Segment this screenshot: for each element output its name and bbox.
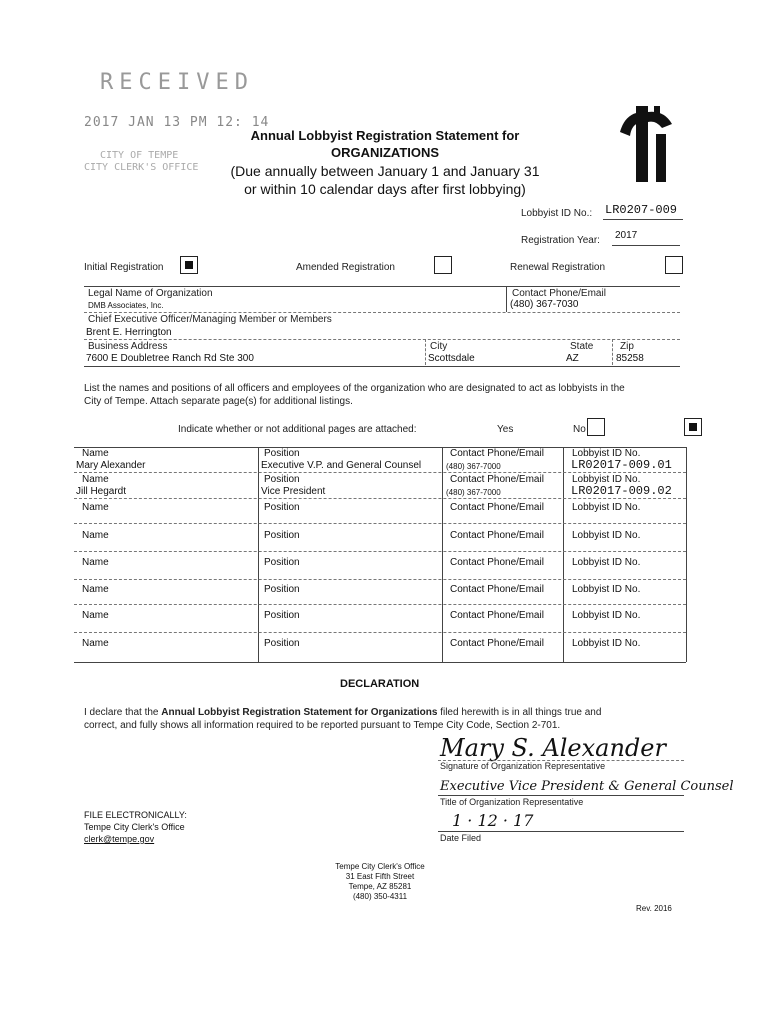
renewal-registration-checkbox[interactable] [665,256,683,274]
city-label: City [430,341,448,352]
additional-pages-no-label: No [573,424,586,435]
org-contact-label: Contact Phone/Email [512,288,606,299]
file-office: Tempe City Clerk's Office [84,822,185,832]
additional-pages-yes-label: Yes [497,424,514,435]
lobbyist-row-1-contact[interactable]: (480) 367-7000 [446,462,501,471]
zip-value[interactable]: 85258 [616,353,644,364]
lobbyist-row-1-position-label: Position [264,448,300,459]
declaration-text-line2: correct, and fully shows all information required to be reported pursuant to Tempe City Code, Section 2-701. [84,720,561,731]
lobbyist-row-3-name-label: Name [82,502,109,513]
form-subtitle-line2: or within 10 calendar days after first lobbying) [244,181,526,197]
lobbyist-row-7-name-label: Name [82,610,109,621]
lobbyist-row-4-position-label: Position [264,530,300,541]
legal-name-value[interactable]: DMB Associates, Inc. [88,301,164,310]
amended-registration-label: Amended Registration [296,262,395,273]
lobbyist-row-1-position[interactable]: Executive V.P. and General Counsel [261,460,422,471]
footer-address [280,862,480,902]
lobbyist-row-8-name-label: Name [82,638,109,649]
representative-title[interactable]: Executive Vice President & General Counsel [440,779,734,794]
state-value[interactable]: AZ [566,353,579,364]
received-datetime-stamp: 2017 JAN 13 PM 12: 14 [84,115,270,130]
date-filed-label: Date Filed [440,833,482,843]
additional-pages-no-checkbox[interactable] [684,418,702,436]
declaration-text-pre: I declare that the [84,707,162,718]
lobbyist-row-4-name-label: Name [82,530,109,541]
lobbyist-row-1-id[interactable]: LR02017-009.01 [571,458,672,472]
declaration-heading: DECLARATION [340,678,420,690]
lobbyist-row-8-id-label: Lobbyist ID No. [572,638,641,649]
lobbyist-row-7-position-label: Position [264,610,300,621]
lobbyist-row-7-id-label: Lobbyist ID No. [572,610,641,621]
clerk-stamp-line2: CITY CLERK'S OFFICE [84,162,199,173]
file-electronically-heading: FILE ELECTRONICALLY: [84,810,187,820]
lobbyist-id-value[interactable]: LR0207-009 [605,203,678,217]
lobbyist-row-1-name[interactable]: Mary Alexander [76,460,146,471]
footer-line3: Tempe, AZ 85281 [348,882,412,891]
state-label: State [570,341,594,352]
city-value[interactable]: Scottsdale [428,353,475,364]
business-address-value[interactable]: 7600 E Doubletree Ranch Rd Ste 300 [86,353,254,364]
lobbyist-row-3-contact-label: Contact Phone/Email [450,502,544,513]
lobbyist-row-6-contact-label: Contact Phone/Email [450,584,544,595]
received-stamp: RECEIVED [100,70,254,95]
signature-label: Signature of Organization Representative [440,761,606,771]
lobbyist-row-3-id-label: Lobbyist ID No. [572,502,641,513]
lobbyist-row-6-id-label: Lobbyist ID No. [572,584,641,595]
lobbyist-row-8-contact-label: Contact Phone/Email [450,638,544,649]
lobbyist-row-4-id-label: Lobbyist ID No. [572,530,641,541]
lobbyist-row-2-position[interactable]: Vice President [261,486,326,497]
lobbyist-row-2-name-label: Name [82,474,109,485]
lobbyist-row-5-id-label: Lobbyist ID No. [572,557,641,568]
org-contact-value[interactable]: (480) 367-7030 [510,299,579,310]
lobbyist-id-label: Lobbyist ID No.: [521,208,593,219]
tempe-logo-icon [616,106,676,182]
footer-line1: Tempe City Clerk's Office [335,862,425,871]
lobbyist-row-5-contact-label: Contact Phone/Email [450,557,544,568]
lobbyist-row-2-id-label: Lobbyist ID No. [572,474,641,485]
declaration-text-bold: Annual Lobbyist Registration Statement for Organizations [161,707,438,718]
zip-label: Zip [620,341,634,352]
instructions-line2: City of Tempe. Attach separate page(s) for additional listings. [84,396,353,407]
lobbyist-row-1-contact-label: Contact Phone/Email [450,448,544,459]
form-title-line2: ORGANIZATIONS [330,145,440,160]
lobbyist-row-2-id[interactable]: LR02017-009.02 [571,484,672,498]
lobbyist-row-2-name[interactable]: Jill Hegardt [76,486,127,497]
lobbyist-row-4-contact-label: Contact Phone/Email [450,530,544,541]
additional-pages-yes-checkbox[interactable] [587,418,605,436]
declaration-text-mid: filed herewith is in all things true and [437,707,602,718]
business-address-label: Business Address [88,341,168,352]
amended-registration-checkbox[interactable] [434,256,452,274]
registration-year-value[interactable]: 2017 [615,230,638,241]
ceo-value[interactable]: Brent E. Herrington [86,327,172,338]
lobbyist-row-1-id-label: Lobbyist ID No. [572,448,641,459]
initial-registration-checkbox[interactable] [180,256,198,274]
ceo-label: Chief Executive Officer/Managing Member or Members [88,314,332,325]
lobbyist-row-3-position-label: Position [264,502,300,513]
lobbyist-row-2-contact-label: Contact Phone/Email [450,474,544,485]
legal-name-label: Legal Name of Organization [88,288,213,299]
additional-pages-prompt: Indicate whether or not additional pages are attached: [178,424,417,435]
lobbyist-row-7-contact-label: Contact Phone/Email [450,610,544,621]
date-filed[interactable]: 1 · 12 · 17 [452,811,534,830]
lobbyist-row-6-name-label: Name [82,584,109,595]
lobbyist-row-8-position-label: Position [264,638,300,649]
lobbyist-row-2-contact[interactable]: (480) 367-7000 [446,488,501,497]
representative-title-label: Title of Organization Representative [440,797,584,807]
renewal-registration-label: Renewal Registration [510,262,606,273]
clerk-stamp-line1: CITY OF TEMPE [100,150,179,161]
signature[interactable]: Mary S. Alexander [440,734,666,762]
form-title-line1: Annual Lobbyist Registration Statement for [250,128,520,143]
lobbyist-row-2-position-label: Position [264,474,300,485]
registration-year-label: Registration Year: [521,235,600,246]
clerk-email-link[interactable]: clerk@tempe.gov [84,834,155,844]
initial-registration-label: Initial Registration [84,262,164,273]
lobbyist-row-5-name-label: Name [82,557,109,568]
footer-line4: (480) 350-4311 [352,892,408,901]
lobbyist-row-5-position-label: Position [264,557,300,568]
lobbyist-row-1-name-label: Name [82,448,109,459]
revision-label: Rev. 2016 [636,904,672,913]
declaration-text [84,707,684,718]
lobbyist-row-6-position-label: Position [264,584,300,595]
footer-line2: 31 East Fifth Street [345,872,415,881]
form-subtitle-line1: (Due annually between January 1 and January 31 [230,163,540,179]
instructions-line1: List the names and positions of all officers and employees of the organization who are designated to act as lobbyists in the [84,383,625,394]
